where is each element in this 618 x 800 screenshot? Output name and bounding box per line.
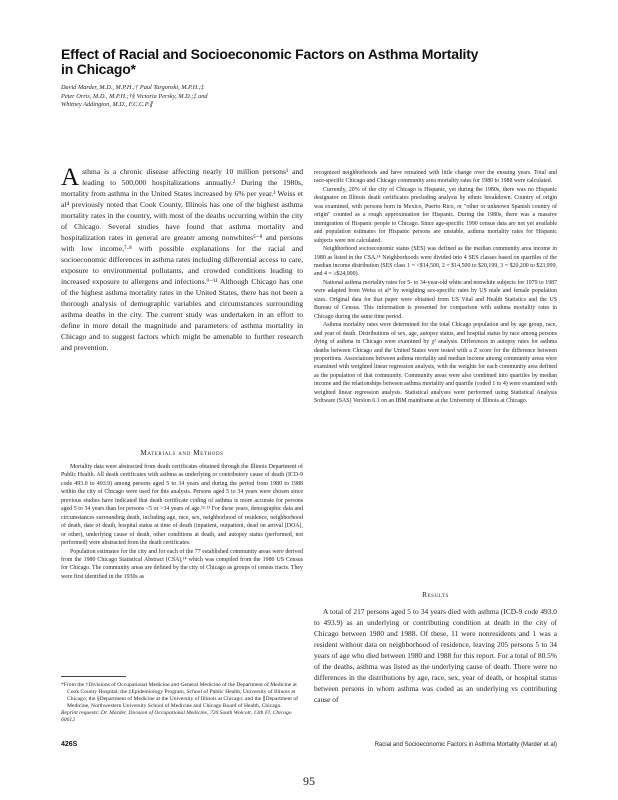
- methods-paragraph: National asthma mortality rates for 5- to 34-year-old white and nonwhite subjects for 1979 to 1987 were adapted from Weiss et al⁴ by weighting sex-specific rates by US male and female population sizes. Original data for that paper were obtained from US Vital and Health Statistics and the US Bureau of Census. This information is presented for comparison with asthma mortality rates in Chicago during the same time period.: [314, 279, 557, 320]
- methods-paragraph: recognized neighborhoods and have remained with little change over the ensuing years. Total and race-specific Chicago and Chicago community area mortality rates for 1980 to 1988 were calculated.: [314, 170, 557, 185]
- methods-section: [61, 463, 303, 581]
- running-footer: Racial and Socioeconomic Factors in Asthma Mortality (Marder et al): [374, 742, 557, 748]
- results-section: [314, 606, 557, 705]
- methods-continued: [314, 169, 557, 406]
- drop-cap: A: [61, 164, 80, 191]
- methods-heading: Materials and Methods: [140, 449, 224, 457]
- methods-paragraph: Currently, 20% of the city of Chicago is Hispanic, yet during the 1980s, there was no Hispanic designator on Illinois death certificates precluding analysis by ethnic breakdown. Country of origin was examined, with persons born in Mexico, Puerto Rico, or "other or unknown Spanish country of origin" counted as a rough approximation for Hispanic. During the 1980s, there was a massive immigration of Hispanic people to Chicago. Since age-specific 1990 census data are not yet available and population estimates for Hispanic persons are unstable, asthma mortality rates for Hispanic subjects were not calculated.: [314, 186, 557, 244]
- results-heading: Results: [422, 591, 449, 599]
- author-line: Whitney Addington, M.D., F.C.C.P.∥: [61, 101, 153, 109]
- intro-paragraph: [61, 166, 303, 353]
- affiliation-footnote: [61, 682, 303, 724]
- introduction: [61, 166, 303, 353]
- methods-paragraph: Asthma mortality rates were determined for the total Chicago population and by age group, race, and year of death. Distributions of sex, age, autopsy status, and hospital status by race among persons dying of asthma in Chicago were examined by χ² analysis. Differences in autopsy rates for asthma deaths between Chicago and the United States were tested with a Z score for the difference between proportions. Associations between asthma mortality and median income among community areas were examined with weighted linear regression analysis, with the weights for each community area defined as the population of that community. Community areas were also combined into quartiles by median income and the relationships between asthma mortality and quartile (coded 1 to 4) were examined with weighted linear regression analysis. Statistical analyses were performed using Statistical Analysis Software (SAS) Version 6.1 on an IBM mainframe at the University of Illinois at Chicago.: [314, 322, 557, 405]
- methods-paragraph: Mortality data were abstracted from death certificates obtained through the Illinois Department of Public Health. All death certificates with asthma as underlying or contributory cause of death (ICD-9 code 493.0 to 493.9) among persons aged 5 to 34 years and during the period from 1980 to 1988 within the city of Chicago were used for this analysis. Persons aged 5 to 34 years were chosen since previous studies have indicated that death certificate coding of asthma is more accurate for persons aged 5 to 34 years than for persons <5 or >34 years of age.¹²·¹³ For these years, demographic data and circumstances surrounding death, including age, race, sex, neighborhood of residence, neighborhood of death, date of death, hospital status at time of death (inpatient, outpatient, dead on arrival [DOA], or other), underlying cause of death, other conditions at death, and autopsy status (performed, not performed) were abstracted from the death certificates.: [61, 464, 303, 547]
- article-title: Effect of Racial and Socioeconomic Factors on Asthma Mortality in Chicago*: [61, 46, 479, 77]
- results-paragraph: A total of 217 persons aged 5 to 34 years died with asthma (ICD-9 code 493.0 to 493.9) as an underlying or contributing condition at death in the city of Chicago between 1980 and 1988. Of these, 11 were nonresidents and 1 was a resident without data on neighborhood of residence, leaving 205 persons 5 to 34 years of age who died between 1980 and 1988 for this report. For a total of 80.5% of the deaths, asthma was listed as the underlying cause of death. There were no differences in the distributions by age, race, sex, year of death, or hospital status between persons in whom asthma was coded as an underlying vs contributing cause of: [314, 607, 557, 704]
- footnote-text: *From the †Divisions of Occupational Medicine and General Medicine of the Department of Medicine at Cook County Hospital; the ‡Epidemiology Program, School of Public Health, University of Illinois at Chicago; the §Department of Medicine at the University of Illinois at Chicago; and the ∥Department of Medicine, Northwestern University School of Medicine and Chicago Board of Health, Chicago.: [61, 682, 298, 709]
- journal-page-code: 426S: [61, 741, 78, 748]
- methods-paragraph: Population estimates for the city and for each of the 77 established community areas were derived from the 1980 Chicago Statistical Abstract (CSA),¹⁴ which was compiled from the 1980 US Census for Chicago. The community areas are defined by the city of Chicago as groups of census tracts. They were first identified in the 1930s as: [61, 548, 303, 580]
- intro-text: sthma is a chronic disease affecting nearly 10 million persons¹ and leading to 500,000 hospitalizations annually.² During the 1980s, mortality from asthma in the United States increased by 6% per year.³ Weiss et al⁴ previously noted that Cook County, Illinois has one of the highest asthma mortality rates in the country, with most of the deaths occurring within the city of Chicago. Several studies have found that asthma mortality and hospitalization rates in general are greater among nonwhites⁵⁻⁸ and persons with low income,⁷·⁸ with possible explanations for the racial and socioeconomic differences in asthma rates including differential access to care, exposure to environmental pollutants, and crowded conditions leading to increased exposure to allergens and infections.⁹⁻¹¹ Although Chicago has one of the highest asthma mortality rates in the United States, there has not been a thorough analysis of demographic variables and circumstances surrounding asthma deaths in the city. The current study was undertaken in an effort to define in more detail the magnitude and parameters of asthma mortality in Chicago and to suggest factors which might be amenable to further research and prevention.: [61, 167, 303, 352]
- reprint-requests: Reprint requests: Dr. Marder, Division of Occupational Medicine, 720 South Wolcott, 13th Fl, Chicago 60612: [61, 710, 292, 723]
- author-line: David Marder, M.D., M.P.H.;† Paul Targonski, M.P.H.;‡: [61, 84, 205, 91]
- page-number: 95: [303, 774, 315, 788]
- author-list: [61, 84, 331, 110]
- author-line: Peter Orris, M.D., M.P.H.;†§ Victoria Persky, M.D.;‡ and: [61, 92, 208, 100]
- methods-paragraph: Neighborhood socioeconomic status (SES) was defined as the median community area income in 1980 as listed in the CSA.¹⁴ Neighborhoods were divided into 4 SES classes based on quartiles of the median income distribution (SES class 1 = <$14,500, 2 = $14,500 to $20,199, 3 = $20,200 to $23,999, and 4 = ≥$24,000).: [314, 246, 557, 278]
- footnote-divider: [61, 676, 126, 677]
